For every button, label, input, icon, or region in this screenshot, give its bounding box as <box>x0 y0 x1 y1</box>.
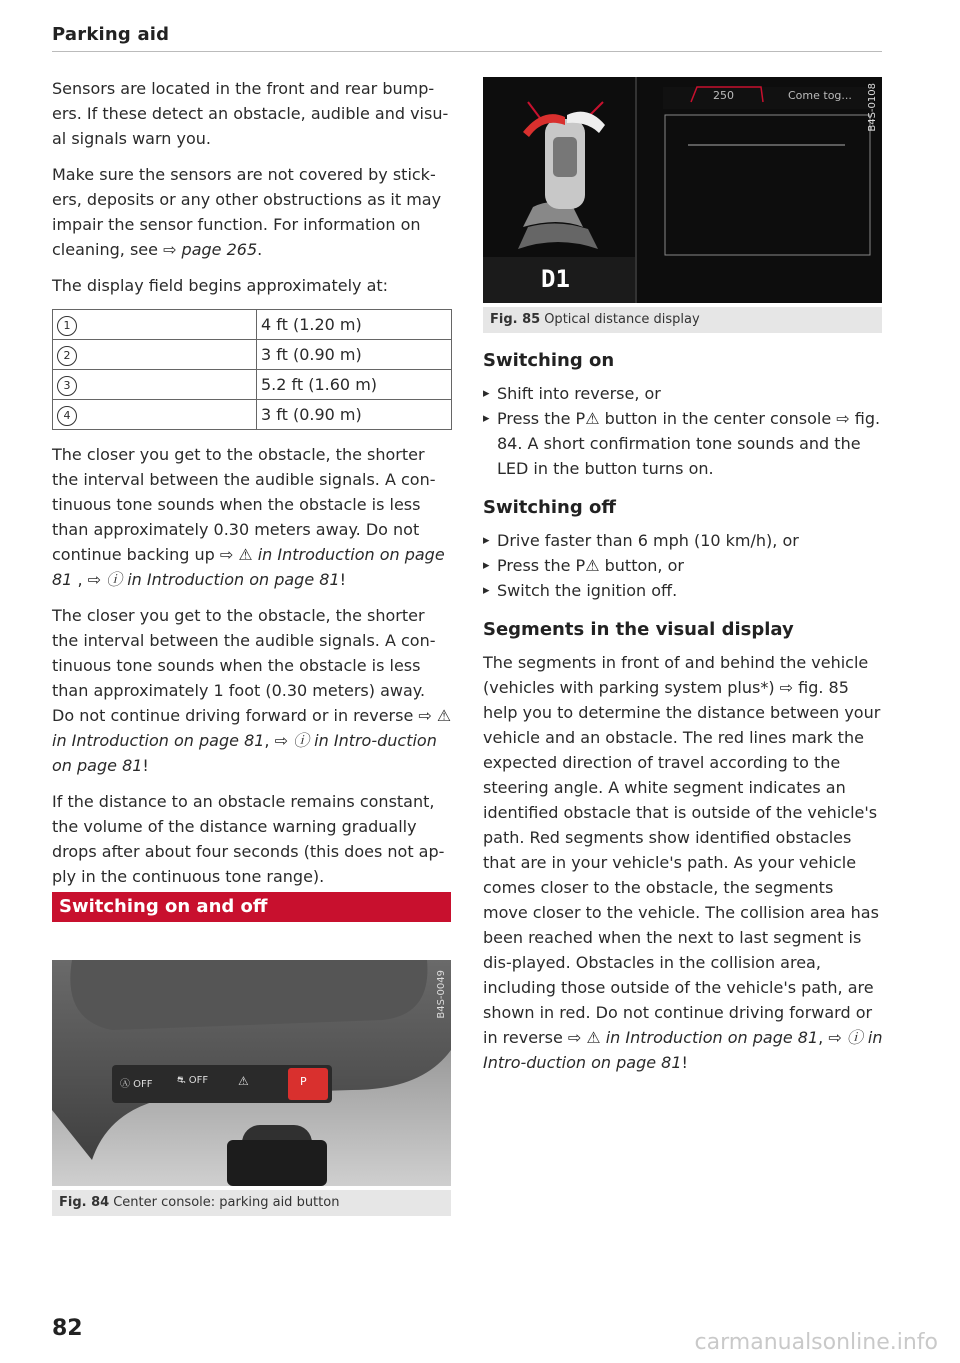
table-row <box>53 400 452 430</box>
note-ref-link[interactable]: ⇨ ⓘ in Intro-duction on page 81 <box>52 731 437 775</box>
list-item: ▸ Switch the ignition off. <box>483 578 883 603</box>
switching-on-heading: Switching on <box>483 350 615 371</box>
sensor-care-end: . <box>257 240 263 259</box>
status-readout: Come tog... <box>788 89 852 102</box>
display-field-table <box>52 309 452 430</box>
figure-code: B4S-0049 <box>436 970 447 1019</box>
page-title: Parking aid <box>52 24 170 45</box>
list-item: ▸ Press the P⚠ button, or <box>483 553 883 578</box>
warning-ref-link[interactable]: ⇨ ⚠ in Introduction on page 81 <box>52 545 445 589</box>
caption-text: Center console: parking aid button <box>113 1195 340 1210</box>
sensor-care-text: Make sure the sensors are not covered by stick-ers, deposits or any other obstructions as it may impair the sensor function. For information on cleaning, see <box>52 165 442 259</box>
intro-paragraph: Sensors are located in the front and rear bump-ers. If these detect an obstacle, audible and visu-al signals warn you. <box>52 79 449 148</box>
ref-separator: , <box>72 570 88 589</box>
ref-separator: , <box>264 731 275 750</box>
table-cell-value: 3 ft (0.90 m) <box>257 400 452 430</box>
traction-button: ⛐ OFF <box>177 1075 209 1086</box>
ref-separator: , <box>818 1028 829 1047</box>
marker-3: 3 <box>57 376 77 396</box>
parking-aid-button: P <box>300 1075 307 1088</box>
interval-paragraph-2 <box>52 603 452 778</box>
figure-85-caption <box>483 307 882 333</box>
figure-84-caption <box>52 1190 451 1216</box>
interval-text-1: The closer you get to the obstacle, the shorter the interval between the audible signals. A con-tinuous tone sounds when the obstacle is less than approximately 0.30 meters away. Do not continue backing up <box>52 445 436 564</box>
ref-end: ! <box>681 1053 688 1072</box>
marker-4: 4 <box>57 406 77 426</box>
section-header: Switching on and off <box>52 892 451 922</box>
interval-paragraph-1 <box>52 442 452 592</box>
header-divider <box>52 51 882 52</box>
note-ref-link[interactable]: ⇨ ⓘ in Intro-duction on page 81 <box>483 1028 883 1072</box>
list-item: ▸ Drive faster than 6 mph (10 km/h), or <box>483 528 883 553</box>
table-cell-value: 5.2 ft (1.60 m) <box>257 370 452 400</box>
gear-indicator: D1 <box>541 265 570 293</box>
right-column <box>483 348 883 1086</box>
ref-end: ! <box>339 570 347 589</box>
table-row <box>53 340 452 370</box>
range-readout: 250 <box>713 89 734 102</box>
display-field-intro: The display field begins approximately at: <box>52 276 389 295</box>
hazard-button: ⚠ <box>238 1074 249 1088</box>
list-item: ▸ Shift into reverse, or <box>483 381 883 406</box>
caption-number: Fig. 84 <box>59 1195 110 1210</box>
cleaning-page-link[interactable]: ⇨ page 265 <box>163 240 258 259</box>
switching-on-list <box>483 381 883 481</box>
table-row <box>53 310 452 340</box>
caption-number: Fig. 85 <box>490 312 541 327</box>
segments-text: The segments in front of and behind the vehicle (vehicles with parking system plus*) ⇨ fig. 85 help you to determine the distance between your vehicle and an obstacle. The red lines mark the expected direction of travel according to the steering angle. A white segment indicates an identified obstacle that is outside of the vehicle's path. Red segments show identified obstacles that are in your vehicle's path. As your vehicle comes closer to the obstacle, the segments move closer to the vehicle. The collision area has been reached when the next to last segment is dis-played. Obstacles in the collision area, including those outside of the vehicle's path, are shown in red. Do not continue driving forward or in reverse <box>483 653 881 1047</box>
center-console-illustration <box>52 960 451 1186</box>
warning-ref-link[interactable]: ⇨ ⚠ in Introduction on page 81 <box>567 1028 819 1047</box>
segments-paragraph <box>483 650 883 1075</box>
constant-distance-paragraph: If the distance to an obstacle remains constant, the volume of the distance warning gradually drops after about four seconds (this does not ap-ply in the continuous tone range). <box>52 792 445 886</box>
table-row <box>53 370 452 400</box>
sensor-care-paragraph <box>52 162 452 262</box>
caption-text: Optical distance display <box>544 312 700 327</box>
switching-off-heading: Switching off <box>483 497 616 518</box>
list-item: ▸ Press the P⚠ button in the center console ⇨ fig. 84. A short confirmation tone sounds and the LED in the button turns on. <box>483 406 883 481</box>
figure-85 <box>483 77 882 329</box>
table-cell-value: 3 ft (0.90 m) <box>257 340 452 370</box>
marker-1: 1 <box>57 316 77 336</box>
note-ref-link[interactable]: ⇨ ⓘ in Introduction on page 81 <box>87 570 340 589</box>
watermark: carmanualsonline.info <box>694 1330 938 1355</box>
segments-heading: Segments in the visual display <box>483 619 794 640</box>
switching-off-list <box>483 528 883 603</box>
interval-text-2: The closer you get to the obstacle, the shorter the interval between the audible signals. A con-tinuous tone sounds when the obstacle is less than approximately 1 foot (0.30 meters) away. Do not continue driving forward or in reverse <box>52 606 436 725</box>
marker-2: 2 <box>57 346 77 366</box>
figure-code: B4S-0108 <box>867 83 878 132</box>
figure-84 <box>52 960 451 1212</box>
ref-end: ! <box>142 756 149 775</box>
left-column <box>52 76 452 900</box>
auto-hold-button: Ⓐ OFF <box>120 1079 153 1090</box>
page-number: 82 <box>52 1316 83 1341</box>
warning-ref-link[interactable]: ⇨ ⚠ in Introduction on page 81 <box>52 706 452 750</box>
table-cell-value: 4 ft (1.20 m) <box>257 310 452 340</box>
